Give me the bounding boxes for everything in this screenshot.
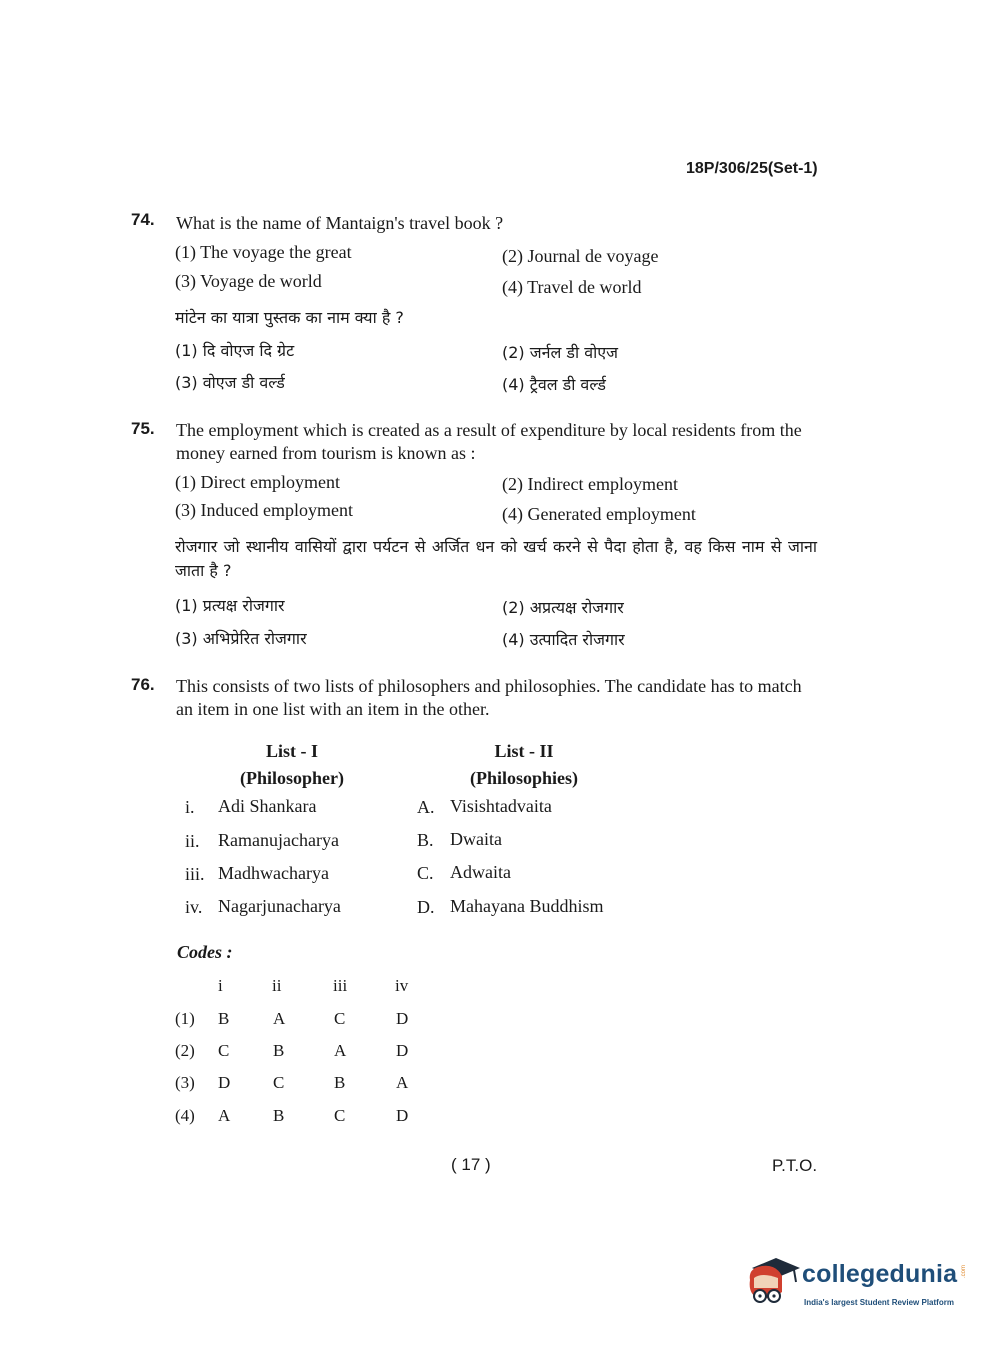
codes-option: (4) — [175, 1106, 195, 1125]
option-3-hi: (3) अभिप्रेरित रोजगार — [175, 629, 307, 648]
codes-cell: B — [273, 1106, 285, 1125]
list-1-subtitle: (Philosopher) — [239, 768, 344, 788]
list-1-item: Madhwacharya — [218, 863, 329, 883]
list-1-heading — [222, 738, 362, 792]
codes-cell: A — [218, 1106, 231, 1125]
list-2-item: Mahayana Buddhism — [450, 896, 604, 916]
list-1-label: i. — [185, 797, 195, 817]
brand-name: collegedunia — [802, 1260, 958, 1288]
codes-header: iv — [395, 976, 409, 995]
codes-cell: D — [218, 1073, 231, 1092]
list-1-title: List - I — [265, 741, 318, 761]
list-2-item: Dwaita — [450, 829, 502, 849]
codes-cell: B — [334, 1073, 346, 1092]
codes-cell: C — [218, 1041, 230, 1060]
option-3-en: (3) Induced employment — [175, 500, 353, 520]
list-1-label: iii. — [185, 864, 205, 884]
option-4-en: (4) Travel de world — [502, 277, 642, 297]
list-2-label: A. — [417, 797, 435, 817]
list-2-subtitle: (Philosophies) — [469, 768, 579, 788]
list-1-item: Nagarjunacharya — [218, 896, 341, 916]
codes-header: ii — [272, 976, 282, 995]
codes-option: (1) — [175, 1009, 195, 1028]
option-1-hi: (1) दि वोएज दि ग्रेट — [175, 341, 295, 360]
option-1-en: (1) The voyage the great — [175, 242, 352, 262]
list-2-item: Visishtadvaita — [450, 796, 552, 816]
codes-cell: D — [396, 1009, 409, 1028]
codes-cell: A — [396, 1073, 409, 1092]
collegedunia-watermark — [742, 1248, 972, 1318]
codes-label: Codes : — [177, 942, 233, 962]
option-4-hi: (4) उत्पादित रोजगार — [502, 630, 625, 649]
codes-cell: D — [396, 1041, 409, 1060]
option-2-en: (2) Indirect employment — [502, 474, 678, 494]
question-text-en: The employment which is created as a result of expenditure by local residents from the money earned from tourism is known as : — [176, 420, 802, 463]
question-text-hi: मांटेन का यात्रा पुस्तक का नाम क्या है ? — [175, 308, 404, 327]
codes-cell: B — [273, 1041, 285, 1060]
option-1-hi: (1) प्रत्यक्ष रोजगार — [175, 596, 285, 615]
option-4-en: (4) Generated employment — [502, 504, 696, 524]
question-number: 76. — [131, 675, 155, 694]
codes-cell: C — [273, 1073, 285, 1092]
list-1-label: iv. — [185, 897, 203, 917]
mascot-icon — [742, 1252, 802, 1312]
option-4-hi: (4) ट्रैवल डी वर्ल्ड — [502, 375, 606, 394]
option-2-hi: (2) अप्रत्यक्ष रोजगार — [502, 598, 624, 617]
list-2-heading — [454, 738, 594, 792]
pto-label: P.T.O. — [772, 1156, 818, 1175]
codes-option: (2) — [175, 1041, 195, 1060]
question-text-en: What is the name of Mantaign's travel book ? — [176, 213, 504, 233]
codes-header: iii — [333, 976, 348, 995]
option-2-hi: (2) जर्नल डी वोएज — [502, 343, 618, 362]
question-text-en: This consists of two lists of philosophers and philosophies. The candidate has to match an item in one list with an item in the other. — [176, 676, 802, 719]
option-3-hi: (3) वोएज डी वर्ल्ड — [175, 373, 285, 392]
question-number: 74. — [131, 210, 155, 229]
option-1-en: (1) Direct employment — [175, 472, 340, 492]
list-2-label: C. — [417, 863, 434, 883]
list-2-label: B. — [417, 830, 434, 850]
page-number: ( 17 ) — [451, 1155, 491, 1174]
question-number: 75. — [131, 419, 155, 438]
codes-cell: C — [334, 1009, 346, 1028]
list-2-title: List - II — [494, 741, 554, 761]
list-1-item: Adi Shankara — [218, 796, 317, 816]
brand-suffix: .com — [961, 1264, 967, 1278]
codes-option: (3) — [175, 1073, 195, 1092]
list-2-label: D. — [417, 897, 435, 917]
list-1-item: Ramanujacharya — [218, 830, 339, 850]
list-1-label: ii. — [185, 831, 200, 851]
codes-header: i — [218, 976, 223, 995]
option-2-en: (2) Journal de voyage — [502, 246, 659, 266]
paper-code: 18P/306/25(Set-1) — [686, 160, 818, 177]
brand-tagline: India's largest Student Review Platform — [804, 1298, 954, 1307]
option-3-en: (3) Voyage de world — [175, 271, 322, 291]
codes-cell: A — [273, 1009, 286, 1028]
codes-cell: B — [218, 1009, 230, 1028]
codes-cell: A — [334, 1041, 347, 1060]
question-text-hi: रोजगार जो स्थानीय वासियों द्वारा पर्यटन से अर्जित धन को खर्च करने से पैदा होता है, वह किस नाम से जाना जाता है ? — [175, 537, 817, 580]
codes-cell: D — [396, 1106, 409, 1125]
list-2-item: Adwaita — [450, 862, 511, 882]
codes-cell: C — [334, 1106, 346, 1125]
